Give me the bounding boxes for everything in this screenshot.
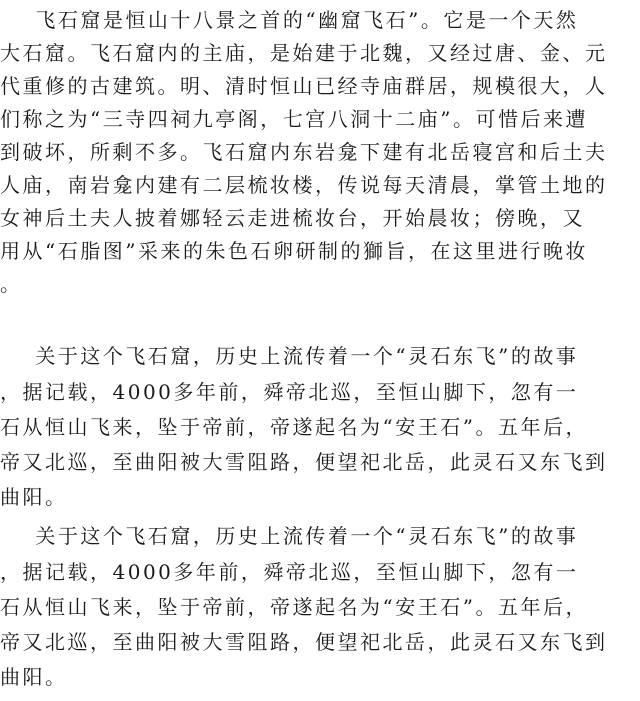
paragraph-line: 代重修的古建筑。明、清时恒山已经寺庙群居，规模很大，人	[0, 74, 608, 98]
paragraph-line: 石从恒山飞来，坠于帝前，帝遂起名为“安王石”。五年后，	[0, 415, 588, 439]
paragraph-line: 帝又北巡，至曲阳被大雪阻路，便望祀北岳，此灵石又东飞到	[0, 450, 608, 474]
paragraph-line: 关于这个飞石窟，历史上流传着一个“灵石东飞”的故事	[0, 344, 579, 368]
paragraph-line: 大石窟。飞石窟内的主庙，是始建于北魏，又经过唐、金、元	[0, 41, 608, 65]
paragraph-line: 飞石窟是恒山十八景之首的“幽窟飞石”。它是一个天然	[0, 8, 579, 32]
paragraph-line: ，据记载，4000多年前，舜帝北巡，至恒山脚下，忽有一	[0, 380, 579, 404]
paragraph-line: 用从“石脂图”采来的朱色石卵研制的獅旨，在这里进行晚妆	[0, 239, 588, 263]
paragraph-line: 曲阳。	[0, 665, 68, 689]
paragraph-line: 关于这个飞石窟，历史上流传着一个“灵石东飞”的故事	[0, 524, 579, 548]
paragraph-line: 石从恒山飞来，坠于帝前，帝遂起名为“安王石”。五年后，	[0, 595, 588, 619]
paragraph-line: 到破坏，所剩不多。飞石窟内东岩龛下建有北岳寝宫和后土夫	[0, 140, 608, 164]
paragraph-line: 女神后土夫人披着娜轻云走进梳妆台，开始晨妆；傍晚，又	[0, 206, 585, 230]
paragraph-line: 人庙，南岩龛内建有二层梳妆楼，传说每天清晨，掌管土地的	[0, 173, 608, 197]
paragraph-line: ，据记载，4000多年前，舜帝北巡，至恒山脚下，忽有一	[0, 560, 579, 584]
paragraph-line: 。	[0, 272, 23, 296]
paragraph-line: 帝又北巡，至曲阳被大雪阻路，便望祀北岳，此灵石又东飞到	[0, 630, 608, 654]
paragraph-line: 曲阳。	[0, 485, 68, 509]
paragraph-line: 们称之为“三寺四祠九亭阁，七宫八洞十二庙”。可惜后来遭	[0, 107, 588, 131]
